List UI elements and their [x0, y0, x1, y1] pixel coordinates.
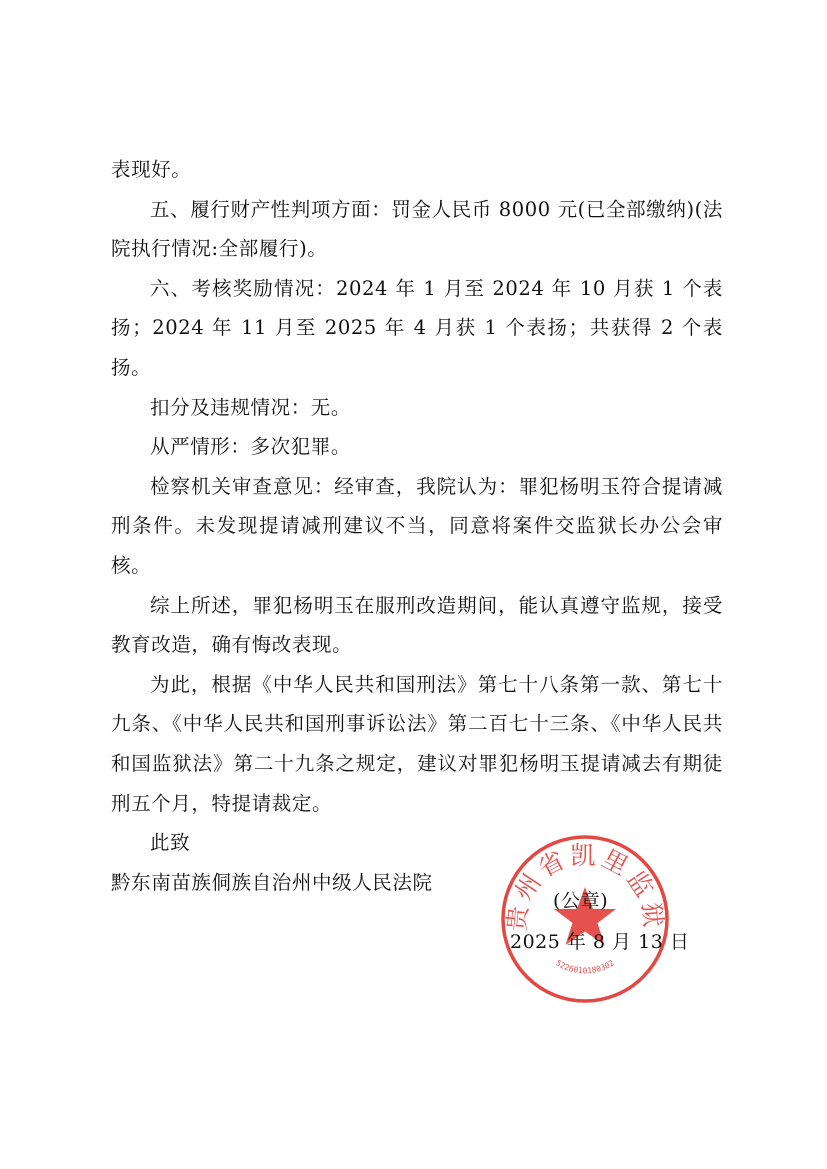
seal-label: (公章) [553, 890, 609, 912]
paragraph-legal-basis: 为此，根据《中华人民共和国刑法》第七十八条第一款、第七十九条、《中华人民共和国刑事诉讼法》第二百七十三条、《中华人民共和国监狱法》第二十九条之规定，建议对罪犯杨明玉提请减去有期徒刑五个月，特提请裁定。 [111, 672, 723, 815]
paragraph-procuratorate-opinion: 检察机关审查意见：经审查，我院认为：罪犯杨明玉符合提请减刑条件。未发现提请减刑建议不当，同意将案件交监狱长办公会审核。 [111, 474, 723, 577]
paragraph-aggravating: 从严情形：多次犯罪。 [150, 435, 352, 459]
document-body [111, 150, 723, 902]
paragraph-rewards: 六、考核奖励情况：2024 年 1 月至 2024 年 10 月获 1 个表扬；2024 年 11 月至 2025 年 4 月获 1 个表扬；共获得 2 个表扬。 [111, 276, 723, 379]
official-seal [500, 834, 670, 1004]
paragraph-continuation: 表现好。 [111, 158, 192, 181]
salutation: 此致 [150, 831, 191, 855]
seal-number: 5226010180302 [554, 958, 616, 976]
recipient-court: 黔东南苗族侗族自治州中级人民法院 [111, 870, 433, 894]
seal-agency-name: 贵州省凯里监狱 [502, 840, 668, 933]
paragraph-violations: 扣分及违规情况：无。 [150, 395, 352, 419]
paragraph-summary: 综上所述，罪犯杨明玉在服刑改造期间，能认真遵守监规，接受教育改造，确有悔改表现。 [111, 593, 723, 657]
document-date: 2025 年 8 月 13 日 [510, 931, 690, 953]
paragraph-property-judgment: 五、履行财产性判项方面：罚金人民币 8000 元(已全部缴纳)(法院执行情况:全部履行)。 [111, 197, 723, 261]
